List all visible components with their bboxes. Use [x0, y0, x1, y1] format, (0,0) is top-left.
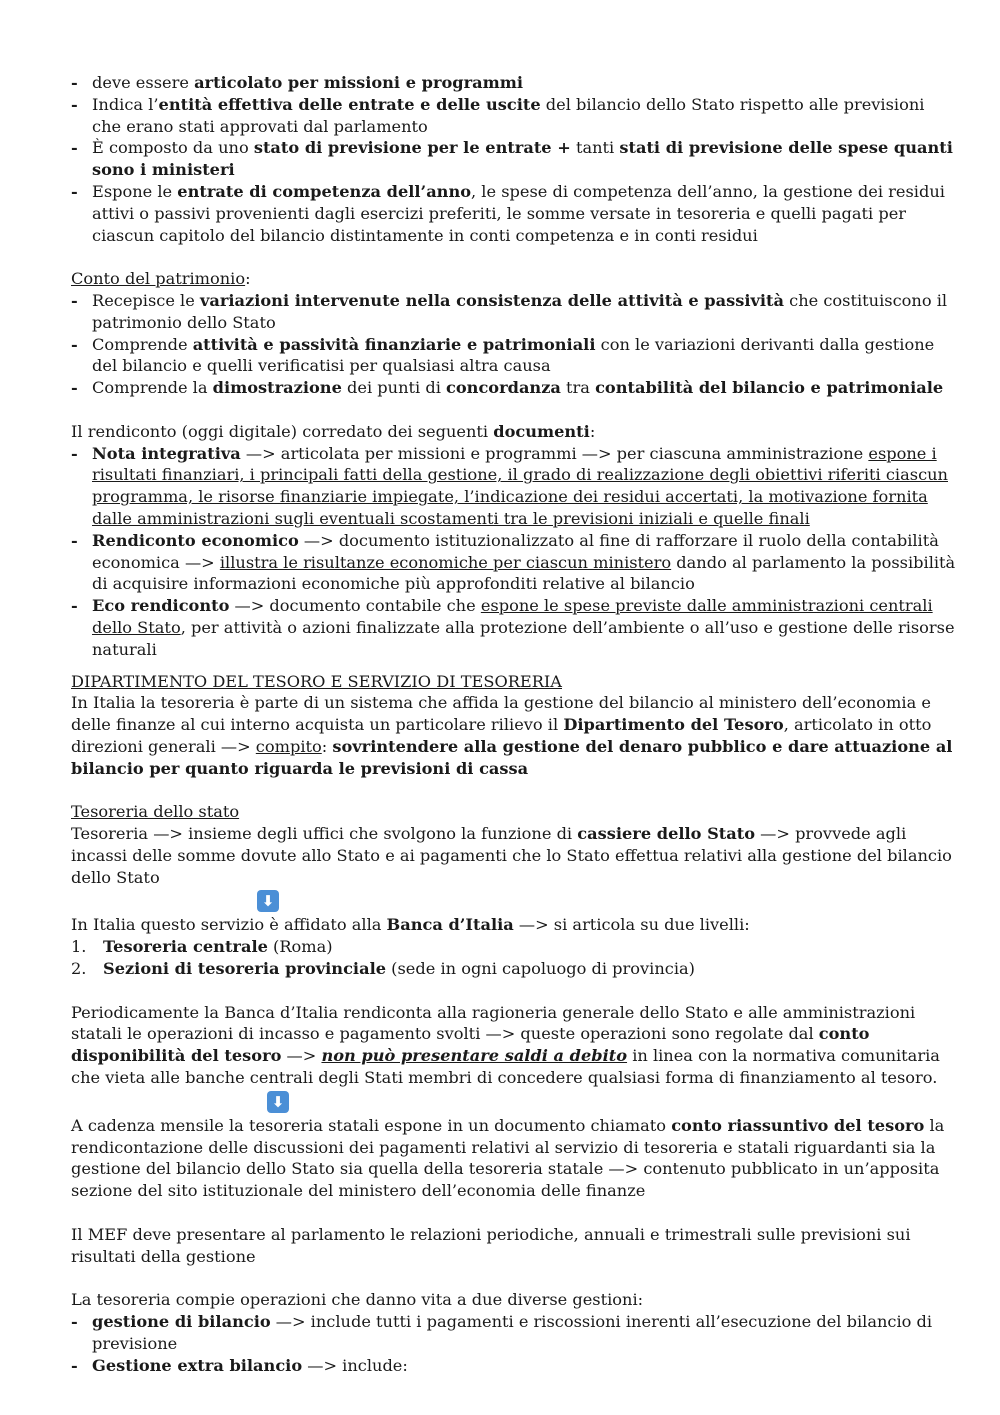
text-run: —> documento contabile che: [229, 596, 481, 616]
text-run: espone i risultati finanziari, i principali fatti della gestione, il grado di realizzazione degli obiettivi riferiti ciascun programma, le risorse finanziarie impiegate, l’indicazione dei residui accertati, la motivazione fornita dalle amministrazioni sugli eventuali scostamenti tra le previsioni iniziali e quelle finali: [92, 443, 948, 528]
text-run: illustra le risultanze economiche per ciascun ministero: [219, 552, 672, 572]
text-run: Tesoreria centrale: [103, 937, 268, 957]
text-run: :: [321, 736, 333, 756]
list-item: [71, 94, 956, 138]
text-run: Comprende la: [92, 378, 213, 398]
text-run: entrate di competenza dell’anno: [177, 181, 472, 201]
text-run: Eco rendiconto: [92, 596, 230, 616]
text-run: In Italia la tesoreria è parte di un sistema che affida la gestione del bilancio al ministero dell’economia e delle finanze al cui interno acquista un particolare rilievo il: [71, 693, 931, 735]
text-run: concordanza: [446, 378, 561, 398]
text-run: articolato per missioni e programmi: [194, 73, 524, 92]
bilancio-features-list: [71, 72, 956, 246]
text-run: Banca d’Italia: [386, 915, 514, 935]
text-run: Comprende: [92, 334, 193, 354]
list-item: [71, 181, 956, 246]
text-run: (Roma): [267, 937, 333, 957]
text-run: compito: [255, 736, 322, 756]
text-run: attività e passività finanziarie e patrimoniali: [192, 334, 596, 354]
text-run: che costituiscono il patrimonio dello Stato: [92, 290, 948, 332]
section-heading-tesoreria: Tesoreria dello stato: [71, 802, 240, 822]
text-run: entità effettiva delle entrate e delle uscite: [158, 94, 541, 114]
text-run: Gestione extra bilancio: [92, 1355, 303, 1375]
text-run: —>: [281, 1046, 322, 1066]
text-run: Dipartimento del Tesoro: [563, 715, 784, 735]
document-page: [71, 72, 956, 1376]
tesoreria-levels-list: [71, 936, 956, 980]
text-run: in linea con la normativa comunitaria che vieta alle banche centrali degli Stati membri di concedere qualsiasi forma di finanziamento al tesoro.: [71, 1046, 940, 1088]
text-run: —> documento istituzionalizzato al fine di rafforzare il ruolo della contabilità economica —>: [92, 530, 939, 572]
text-run: , per attività o azioni finalizzate alla protezione dell’ambiente o all’uso e gestione delle risorse naturali: [92, 617, 955, 659]
rendiconto-documents-list: [71, 443, 956, 661]
banca-italia-paragraph: [71, 914, 956, 936]
text-run: —> articolata per missioni e programmi —> per ciascuna amministrazione: [240, 443, 869, 463]
conto-riassuntivo-paragraph: [71, 1115, 956, 1202]
list-item: 2. Sezioni di tesoreria provinciale (sede in ogni capoluogo di provincia): [71, 959, 695, 979]
text-run: dei punti di: [341, 378, 447, 398]
list-item: [71, 530, 956, 595]
text-run: gestione di bilancio: [92, 1312, 271, 1332]
rendicontazione-paragraph: [71, 1002, 956, 1089]
text-run: conto riassuntivo del tesoro: [671, 1115, 925, 1135]
down-arrow-icon: ⬇: [257, 890, 279, 912]
text-run: espone le spese previste dalle amministrazioni centrali dello Stato: [92, 596, 933, 637]
text-run: —> si articola su due livelli:: [513, 915, 750, 935]
list-item: [71, 1355, 956, 1377]
text-run: Nota integrativa: [92, 443, 241, 463]
text-run: Espone le: [92, 181, 178, 201]
text-run: sovrintendere alla gestione del denaro pubblico e dare attuazione al bilancio per quanto riguarda le previsioni di cassa: [71, 736, 953, 778]
dipartimento-body: [71, 692, 956, 779]
gestioni-list: [71, 1311, 956, 1376]
text-run: dando al parlamento la possibilità di acquisire informazioni economiche più approfonditi relative al bilancio: [92, 552, 956, 594]
list-item: [71, 595, 956, 660]
tesoreria-paragraph: [71, 823, 956, 888]
rendiconto-intro: [71, 421, 956, 443]
text-run: cassiere dello Stato: [577, 824, 756, 844]
text-run: variazioni intervenute nella consistenza delle attività e passività: [199, 290, 784, 310]
text-run: tra: [560, 378, 596, 398]
text-run: documenti: [493, 421, 590, 441]
text-run: , articolato in otto direzioni generali —>: [71, 715, 932, 756]
list-item: [71, 334, 956, 378]
text-run: , le spese di competenza dell’anno, la gestione dei residui attivi o passivi provenienti dagli esercizi preferiti, le somme versate in tesoreria e quelli pagati per ciascun capitolo del bilancio distintamente in conti competenza e in conti residui: [92, 181, 945, 245]
text-run: dimostrazione: [212, 378, 342, 398]
text-run: :: [589, 421, 596, 441]
list-item: [71, 137, 956, 181]
list-item: [71, 1311, 956, 1355]
text-run: stati di previsione delle spese quanti sono i ministeri: [92, 138, 953, 180]
list-item: [71, 72, 956, 94]
list-item: 1. Tesoreria centrale (Roma): [71, 937, 333, 957]
text-run: tanti: [570, 138, 620, 158]
text-run: la rendicontazione delle discussioni dei pagamenti relativi al servizio di tesoreria e statali riguardanti sia la gestione del bilancio dello Stato sia quella della tesoreria statale —> contenuto pubblicato in un’apposita sezione del sito istituzionale del ministero dell’economia delle finanze: [71, 1115, 945, 1201]
text-run: È composto da uno: [92, 138, 254, 158]
text-run: Sezioni di tesoreria provinciale: [103, 959, 387, 979]
gestioni-intro: [71, 1289, 956, 1311]
text-run: Tesoreria —> insieme degli uffici che svolgono la funzione di: [71, 824, 578, 844]
text-run: stato di previsione per le entrate +: [253, 138, 571, 158]
patrimonio-list: [71, 290, 956, 399]
list-item: [71, 290, 956, 334]
text-run: A cadenza mensile la tesoreria statali espone in un documento chiamato: [71, 1115, 672, 1135]
text-run: In Italia questo servizio è affidato alla: [71, 915, 387, 935]
section-heading-dipartimento: DIPARTIMENTO DEL TESORO E SERVIZIO DI TESORERIA: [71, 671, 562, 691]
text-run: contabilità del bilancio e patrimoniale: [595, 378, 944, 398]
text-run: del bilancio dello Stato rispetto alle previsioni che erano stati approvati dal parlamento: [92, 94, 925, 136]
section-heading-patrimonio: Conto del patrimonio:: [71, 269, 251, 289]
text-run: Periodicamente la Banca d’Italia rendiconta alla ragioneria generale dello Stato e alle amministrazioni statali le operazioni di incasso e pagamento svolti —> queste operazioni sono regolate dal: [71, 1002, 916, 1044]
text-run: Recepisce le: [92, 290, 200, 310]
text-run: (sede in ogni capoluogo di provincia): [386, 959, 695, 979]
text-run: —> provvede agli incassi delle somme dovute allo Stato e ai pagamenti che lo Stato effettua relativi alla gestione del bilancio dello Stato: [71, 824, 952, 887]
text-run: La tesoreria compie operazioni che danno vita a due diverse gestioni:: [71, 1290, 644, 1310]
text-run: Indica l’: [92, 94, 159, 114]
text-run: con le variazioni derivanti dalla gestione del bilancio e quelli verificatisi per qualsiasi altra causa: [92, 334, 935, 376]
text-run: —> include tutti i pagamenti e riscossioni inerenti all’esecuzione del bilancio di previsione: [92, 1312, 933, 1353]
list-item: [71, 377, 956, 399]
text-run: Rendiconto economico: [92, 530, 299, 550]
text-run: non può presentare saldi a debito: [321, 1046, 628, 1066]
text-run: conto disponibilità del tesoro: [71, 1024, 870, 1066]
mef-paragraph: [71, 1224, 956, 1268]
list-item: [71, 443, 956, 530]
text-run: deve essere: [92, 73, 195, 92]
down-arrow-icon: ⬇: [267, 1091, 289, 1113]
text-run: —> include:: [302, 1355, 408, 1375]
text-run: Il MEF deve presentare al parlamento le relazioni periodiche, annuali e trimestrali sulle previsioni sui risultati della gestione: [71, 1224, 911, 1266]
text-run: Il rendiconto (oggi digitale) corredato dei seguenti: [71, 421, 494, 441]
